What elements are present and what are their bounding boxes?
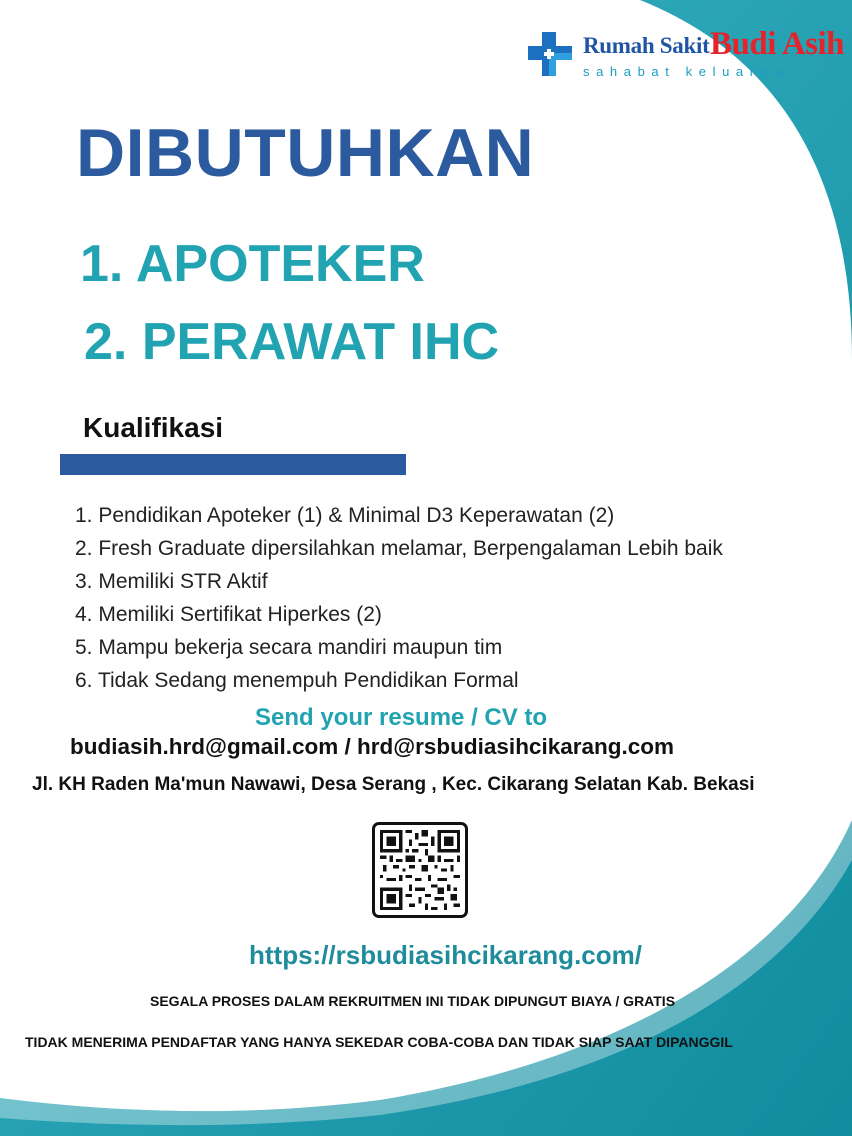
- qualification-item: 4. Memiliki Sertifikat Hiperkes (2): [75, 603, 382, 626]
- hospital-logo: [526, 24, 845, 86]
- qualification-item: 3. Memiliki STR Aktif: [75, 570, 268, 593]
- qualification-item: 6. Tidak Sedang menempuh Pendidikan Formal: [75, 669, 519, 692]
- hospital-address: Jl. KH Raden Ma'mun Nawawi, Desa Serang , Kec. Cikarang Selatan Kab. Bekasi: [32, 774, 755, 795]
- position-perawat: 2. PERAWAT IHC: [84, 313, 500, 371]
- contact-emails[interactable]: budiasih.hrd@gmail.com / hrd@rsbudiasihcikarang.com: [70, 734, 674, 759]
- logo-name-prefix: Rumah Sakit: [583, 33, 710, 58]
- qualification-item: 1. Pendidikan Apoteker (1) & Minimal D3 Keperawatan (2): [75, 504, 615, 527]
- qualifications-underline-bar: [60, 454, 406, 475]
- qualification-item: 2. Fresh Graduate dipersilahkan melamar, Berpengalaman Lebih baik: [75, 537, 723, 560]
- qualification-item: 5. Mampu bekerja secara mandiri maupun tim: [75, 636, 503, 659]
- notice-free-recruitment: SEGALA PROSES DALAM REKRUITMEN INI TIDAK DIPUNGUT BIAYA / GRATIS: [150, 993, 676, 1009]
- qualifications-title: Kualifikasi: [83, 412, 224, 443]
- qualifications-list: [75, 502, 723, 700]
- logo-brand-name: Budi Asih: [710, 26, 845, 62]
- send-resume-label: Send your resume / CV to: [255, 704, 548, 731]
- page-headline: DIBUTUHKAN: [76, 115, 535, 191]
- notice-serious-applicants: TIDAK MENERIMA PENDAFTAR YANG HANYA SEKEDAR COBA-COBA DAN TIDAK SIAP SAAT DIPANGGIL: [25, 1034, 733, 1050]
- position-apoteker: 1. APOTEKER: [80, 235, 425, 293]
- medical-cross-icon: [526, 30, 574, 78]
- website-link[interactable]: https://rsbudiasihcikarang.com/: [249, 940, 642, 970]
- qr-code-icon[interactable]: [372, 822, 468, 918]
- logo-tagline: sahabat keluarga: [583, 64, 789, 79]
